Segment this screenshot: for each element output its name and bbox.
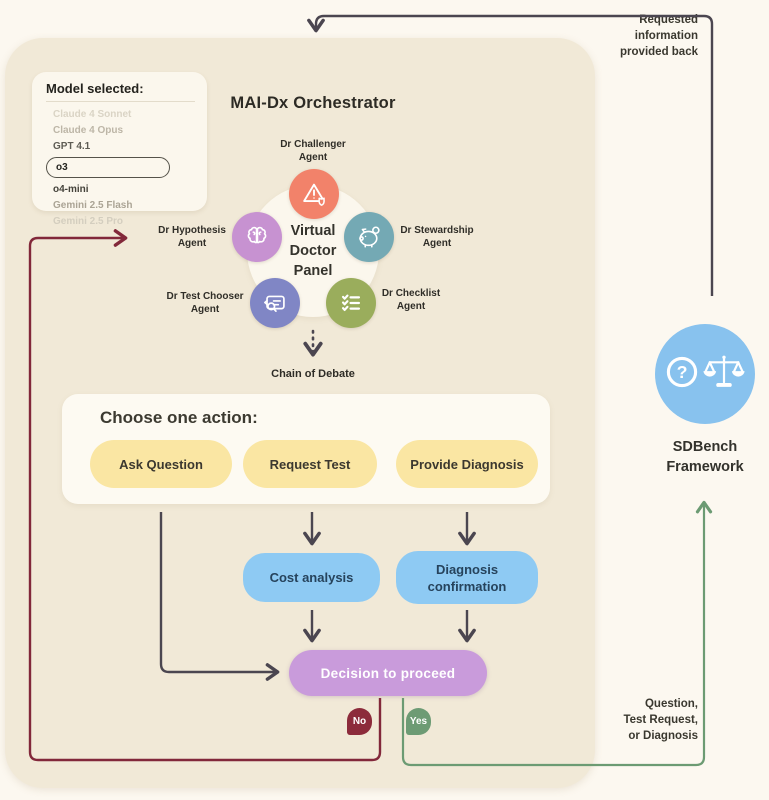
model-option-claude-4-opus[interactable]: Claude 4 Opus (53, 125, 124, 136)
model-card-header: Model selected: (46, 81, 195, 102)
outgoing-note: Question, Test Request, or Diagnosis (623, 698, 698, 742)
scales-icon (702, 352, 746, 397)
requested-info-note: Requested information provided back (620, 14, 698, 58)
vdp-line-1: Virtual (290, 223, 336, 239)
chain-of-debate-label: Chain of Debate (271, 368, 355, 380)
checklist-agent-label: Dr Checklist Agent (381, 288, 441, 312)
hypothesis-agent-label: Dr Hypothesis Agent (158, 225, 226, 249)
model-option-gpt-4-1[interactable]: GPT 4.1 (53, 141, 91, 152)
stewardship-agent-label: Dr Stewardship Agent (400, 225, 474, 249)
brain-icon (242, 222, 272, 252)
challenger-agent-node (289, 169, 339, 219)
sdbench-label: SDBench Framework (666, 439, 744, 475)
stewardship-agent-node (344, 212, 394, 262)
yes-badge: Yes (406, 708, 431, 735)
page-title: MAI-Dx Orchestrator (230, 94, 396, 112)
model-selected-card (32, 72, 207, 227)
warning-shield-icon (299, 179, 329, 209)
vdp-line-2: Doctor (289, 243, 337, 259)
vdp-line-3: Panel (293, 263, 333, 279)
no-badge: No (347, 708, 372, 735)
request-test-button[interactable]: Request Test (243, 440, 377, 488)
sdbench-node (655, 324, 755, 424)
question-circle-icon (665, 355, 699, 394)
challenger-agent-label: Dr Challenger Agent (280, 139, 346, 163)
model-option-gemini-2-5-pro[interactable]: Gemini 2.5 Pro (53, 216, 124, 227)
cost-analysis-box: Cost analysis (243, 553, 380, 602)
ask-question-button[interactable]: Ask Question (90, 440, 232, 488)
checklist-icon-node (326, 278, 376, 328)
model-option-claude-4-sonnet[interactable]: Claude 4 Sonnet (53, 109, 132, 120)
decision-to-proceed-box: Decision to proceed (289, 650, 487, 696)
diagnosis-confirmation-box: Diagnosis confirmation (396, 551, 538, 604)
test-chooser-agent-node (250, 278, 300, 328)
hypothesis-agent-node (232, 212, 282, 262)
svg-text:?: ? (676, 361, 687, 382)
provide-diagnosis-button[interactable]: Provide Diagnosis (396, 440, 538, 488)
model-option-o3-selected[interactable]: o3 (46, 157, 170, 178)
model-option-o4-mini[interactable]: o4-mini (53, 184, 89, 195)
action-box-title: Choose one action: (100, 408, 258, 427)
piggy-bank-icon (354, 222, 384, 252)
checklist-icon (336, 288, 366, 318)
test-chooser-agent-label: Dr Test Chooser Agent (166, 291, 244, 315)
model-option-gemini-2-5-flash[interactable]: Gemini 2.5 Flash (53, 200, 133, 211)
document-magnifier-icon (260, 288, 290, 318)
